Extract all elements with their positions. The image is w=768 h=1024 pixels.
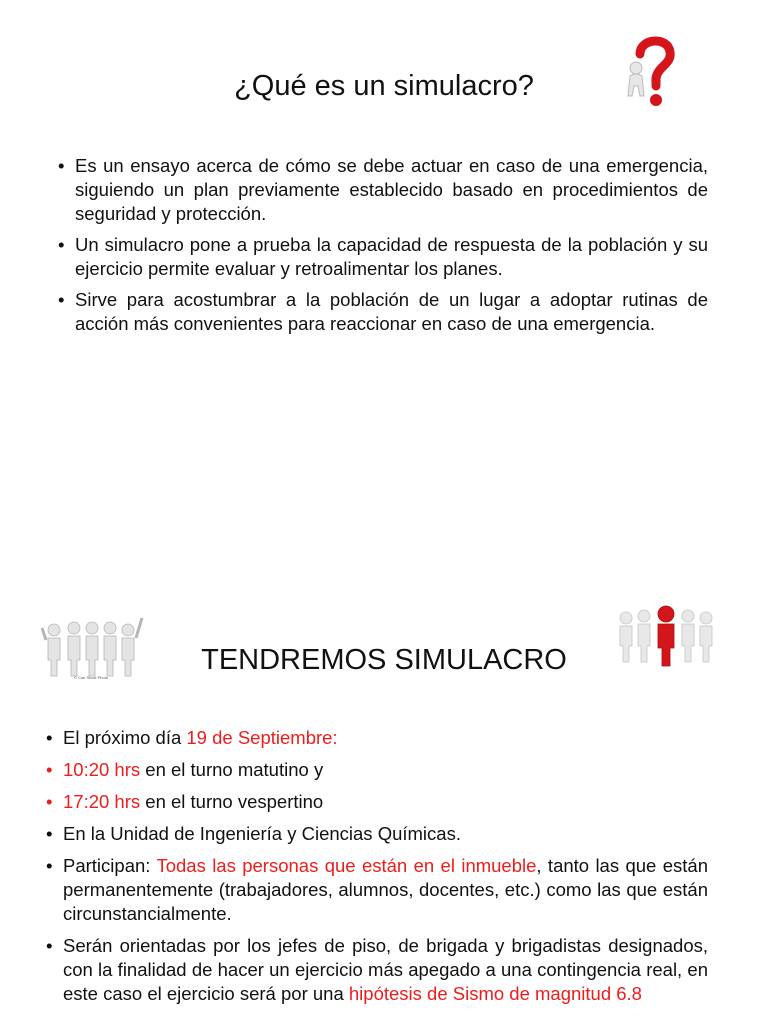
text-run: , tanto las que están permanentemente (trabajadores, alumnos, docentes, etc.) como las que están circunstancialmente. <box>63 855 708 924</box>
list-item: • 10:20 hrs en el turno matutino y <box>46 759 324 780</box>
text-run: en el turno vespertino <box>140 791 324 812</box>
text-run: Participan: <box>63 855 157 876</box>
text-run: Serán orientadas por los jefes de piso, de brigada y brigadistas designados, con la finalidad de hacer un ejercicio más apegado a una contingencia real, en este caso el ejercicio será por una <box>63 935 708 1004</box>
text-run: 19 de Septiembre: <box>186 727 338 748</box>
list-item: • 17:20 hrs en el turno vespertino <box>46 791 324 812</box>
image-credit: © Can Stock Photo <box>74 675 109 680</box>
list-item: • En la Unidad de Ingeniería y Ciencias Químicas. <box>46 823 461 844</box>
question-mark-figure-icon <box>622 32 678 110</box>
announcement-list <box>46 726 708 1014</box>
slide-title: TENDREMOS SIMULACRO <box>201 644 567 676</box>
text-run: 10:20 hrs <box>63 759 141 780</box>
text-run: En la Unidad de Ingeniería y Ciencias Químicas. <box>63 823 461 844</box>
list-item: • Participan: Todas las personas que están en el inmueble, tanto las que están permanentemente (trabajadores, alumnos, docentes, etc.) como las que están circunstancialmente. <box>46 855 708 924</box>
slide-drill-announcement <box>0 580 768 1024</box>
list-item: • Es un ensayo acerca de cómo se debe actuar en caso de una emergencia, siguiendo un plan previamente establecido basado en procedimientos de seguridad y protección. <box>58 155 708 224</box>
slide-title: ¿Qué es un simulacro? <box>234 70 534 102</box>
text-run: 17:20 hrs <box>63 791 141 812</box>
list-item: • Sirve para acostumbrar a la población de un lugar a adoptar rutinas de acción más convenientes para reaccionar en caso de una emergencia. <box>58 289 708 334</box>
list-item: • Serán orientadas por los jefes de piso, de brigada y brigadistas designados, con la finalidad de hacer un ejercicio más apegado a una contingencia real, en este caso el ejercicio será por una hipótesis de Sismo de magnitud 6.8 <box>46 935 708 1004</box>
list-item: • Un simulacro pone a prueba la capacidad de respuesta de la población y su ejercicio permite evaluar y retroalimentar los planes. <box>58 234 708 279</box>
text-run: hipótesis de Sismo de magnitud 6.8 <box>348 983 642 1004</box>
text-run: El próximo día <box>63 727 187 748</box>
text-run: en el turno matutino y <box>140 759 324 780</box>
text-run: Todas las personas que están en el inmueble <box>156 855 537 876</box>
list-item: • El próximo día 19 de Septiembre: <box>46 727 338 748</box>
definition-list <box>58 154 708 343</box>
